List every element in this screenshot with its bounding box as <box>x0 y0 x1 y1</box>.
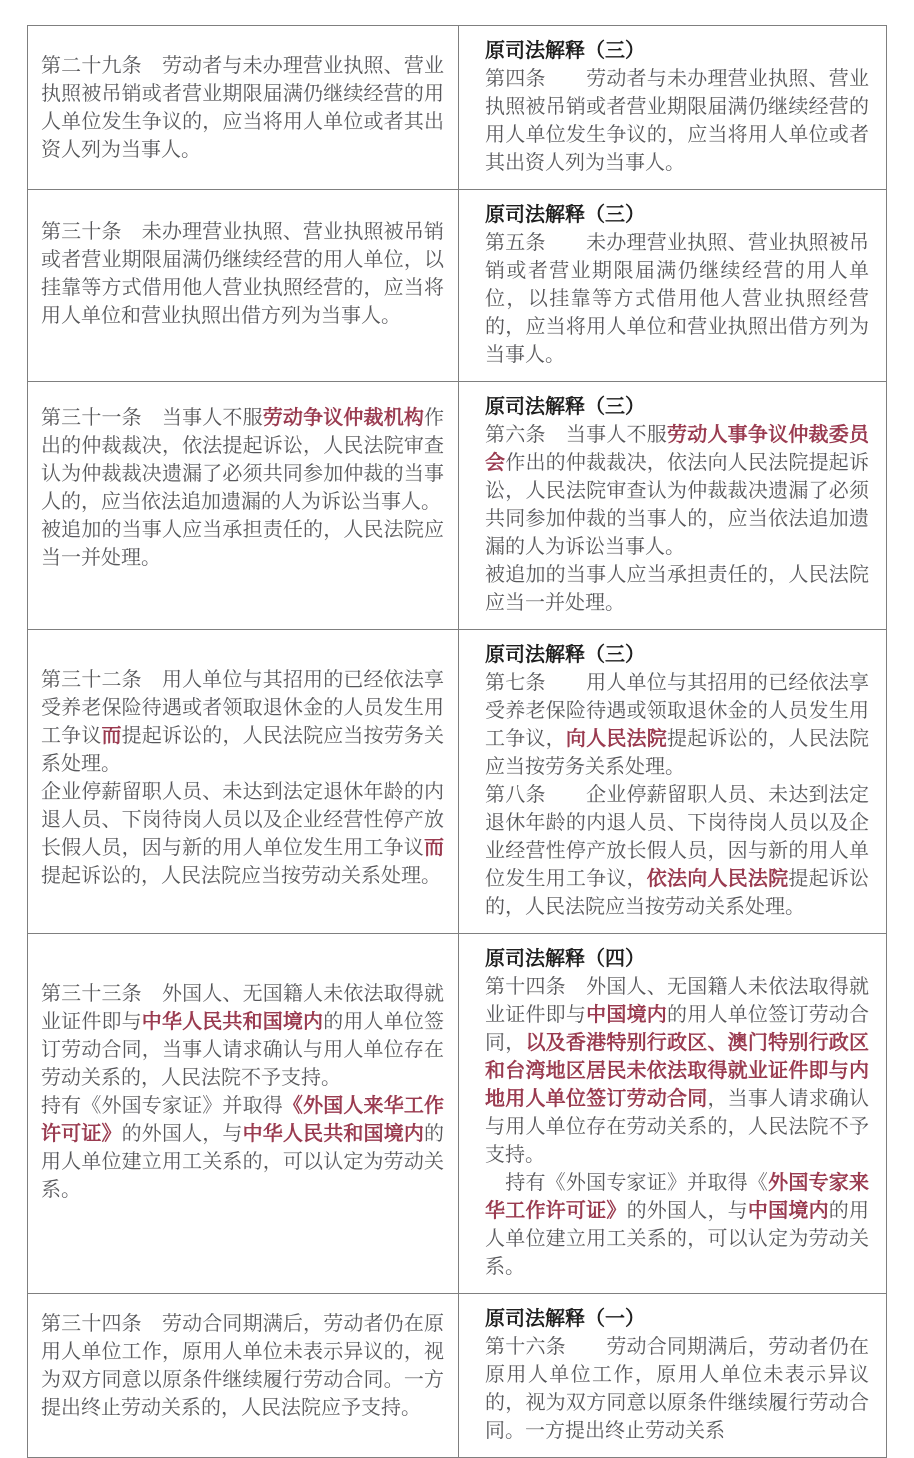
paragraph <box>485 65 869 177</box>
highlight-run: 而 <box>101 725 122 747</box>
text-run: 的外国人，与 <box>626 1200 748 1222</box>
article-cell <box>28 382 459 629</box>
paragraph <box>41 666 444 778</box>
text-run: 提起诉讼的，人民法院应当按劳务关系处理。 <box>41 725 445 775</box>
highlight-run: 中国境内 <box>586 1004 668 1026</box>
table-row <box>28 629 886 933</box>
paragraph <box>485 421 869 561</box>
highlight-run: 而 <box>424 837 444 859</box>
paragraph <box>485 781 869 921</box>
text-run: 第三十四条 劳动合同期满后，劳动者仍在原用人单位工作，原用人单位未表示异议的，视为双方同意以原条件继续履行劳动合同。一方提出终止劳动关系的，人民法院应予支持。 <box>41 1313 444 1419</box>
text-run: 第三十一条 当事人不服 <box>41 407 263 429</box>
text-run: 的用人单位签订劳动合同，当事人请求确认与用人单位存在劳动关系的，人民法院不予支持。 <box>41 1011 445 1089</box>
highlight-run: 《外国人来华工作许可证》 <box>41 1095 445 1145</box>
article-cell <box>28 1294 459 1457</box>
interpretation-cell <box>459 190 886 381</box>
paragraph <box>41 1092 444 1204</box>
text-run: 提起诉讼的，人民法院应当按劳动关系处理。 <box>485 868 870 918</box>
paragraph <box>41 516 444 572</box>
highlight-run: 依法向人民法院 <box>646 868 789 890</box>
article-cell <box>28 934 459 1293</box>
text-run: 的用人单位建立用工关系的，可以认定为劳动关系。 <box>485 1200 870 1278</box>
paragraph <box>485 229 869 369</box>
interpretation-title: 原司法解释（三） <box>485 396 645 418</box>
highlight-run: 以及香港特别行政区、澳门特别行政区和台湾地区居民未依法取得就业证件即与内地用人单位签订劳动合同 <box>485 1032 870 1110</box>
text-run: 第十四条 外国人、无国籍人未依法取得就业证件即与 <box>485 976 869 1026</box>
article-cell <box>28 630 459 933</box>
paragraph <box>485 669 869 781</box>
text-run: 第四条 劳动者与未办理营业执照、营业执照被吊销或者营业期限届满仍继续经营的用人单位发生争议的，应当将用人单位或者其出资人列为当事人。 <box>485 68 869 174</box>
text-run: 被追加的当事人应当承担责任的，人民法院应当一并处理。 <box>41 519 444 569</box>
text-run: 第六条 当事人不服 <box>485 424 667 446</box>
highlight-run: 外国专家来华工作许可证》 <box>485 1172 870 1222</box>
text-run: 第八条 企业停薪留职人员、未达到法定退休年龄的内退人员、下岗待岗人员以及企业经营性停产放长假人员，因与新的用人单位发生用工争议， <box>485 784 869 890</box>
text-run: 第二十九条 劳动者与未办理营业执照、营业执照被吊销或者营业期限届满仍继续经营的用人单位发生争议的，应当将用人单位或者其出资人列为当事人。 <box>41 55 444 161</box>
text-run: 作出的仲裁裁决，依法提起诉讼，人民法院审查认为仲裁裁决遗漏了必须共同参加仲裁的当事人的，应当依法追加遗漏的人为诉讼当事人。 <box>41 407 445 513</box>
paragraph <box>485 1333 869 1445</box>
highlight-run: 劳动人事争议仲裁委员会 <box>485 424 869 474</box>
comparison-table <box>27 25 887 1458</box>
interpretation-cell <box>459 934 886 1293</box>
text-run: 被追加的当事人应当承担责任的，人民法院应当一并处理。 <box>485 564 869 614</box>
text-run: 的外国人，与 <box>121 1123 243 1145</box>
paragraph <box>41 1310 444 1422</box>
text-run: 作出的仲裁裁决，依法向人民法院提起诉讼，人民法院审查认为仲裁裁决遗漏了必须共同参加仲裁的当事人的，应当依法追加遗漏的人为诉讼当事人。 <box>485 452 870 558</box>
text-run: 第三十三条 外国人、无国籍人未依法取得就业证件即与 <box>41 983 444 1033</box>
table-row <box>28 189 886 381</box>
highlight-run: 中国境内 <box>747 1200 829 1222</box>
highlight-run: 中华人民共和国境内 <box>242 1123 425 1145</box>
text-run: 第十六条 劳动合同期满后，劳动者仍在原用人单位工作，原用人单位未表示异议的，视为双方同意以原条件继续履行劳动合同。一方提出终止劳动关系 <box>485 1336 869 1442</box>
highlight-run: 向人民法院 <box>565 728 668 750</box>
interpretation-title: 原司法解释（三） <box>485 644 645 666</box>
interpretation-title: 原司法解释（三） <box>485 204 645 226</box>
paragraph <box>485 561 869 617</box>
text-run: 第三十二条 用人单位与其招用的已经依法享受养老保险待遇或者领取退休金的人员发生用工争议 <box>41 669 444 747</box>
interpretation-title: 原司法解释（四） <box>485 948 645 970</box>
paragraph <box>41 218 444 330</box>
paragraph <box>41 404 444 516</box>
table-row <box>28 1293 886 1457</box>
interpretation-title: 原司法解释（三） <box>485 40 645 62</box>
table-row <box>28 381 886 629</box>
table-row <box>28 26 886 189</box>
interpretation-cell <box>459 26 886 189</box>
text-run: ，当事人请求确认与用人单位存在劳动关系的，人民法院不予支持。 <box>485 1088 870 1166</box>
text-run: 提起诉讼的，人民法院应当按劳务关系处理。 <box>485 728 870 778</box>
interpretation-cell <box>459 1294 886 1457</box>
article-cell <box>28 190 459 381</box>
paragraph <box>41 778 444 890</box>
text-run: 持有《外国专家证》并取得《 <box>485 1172 769 1194</box>
text-run: 持有《外国专家证》并取得 <box>41 1095 283 1117</box>
text-run: 第三十条 未办理营业执照、营业执照被吊销或者营业期限届满仍继续经营的用人单位，以挂靠等方式借用他人营业执照经营的，应当将用人单位和营业执照出借方列为当事人。 <box>41 221 444 327</box>
paragraph <box>41 980 444 1092</box>
interpretation-cell <box>459 382 886 629</box>
table-row <box>28 933 886 1293</box>
text-run: 的用人单位签订劳动合同， <box>485 1004 870 1054</box>
interpretation-title: 原司法解释（一） <box>485 1308 645 1330</box>
paragraph <box>485 1169 869 1281</box>
highlight-run: 中华人民共和国境内 <box>141 1011 324 1033</box>
text-run: 提起诉讼的，人民法院应当按劳动关系处理。 <box>41 865 441 887</box>
text-run: 的用人单位建立用工关系的，可以认定为劳动关系。 <box>41 1123 445 1201</box>
text-run: 第五条 未办理营业执照、营业执照被吊销或者营业期限届满仍继续经营的用人单位，以挂靠等方式借用他人营业执照经营的，应当将用人单位和营业执照出借方列为当事人。 <box>485 232 869 366</box>
highlight-run: 劳动争议仲裁机构 <box>262 407 425 429</box>
interpretation-cell <box>459 630 886 933</box>
article-cell <box>28 26 459 189</box>
paragraph <box>485 973 869 1169</box>
text-run: 第七条 用人单位与其招用的已经依法享受养老保险待遇或领取退休金的人员发生用工争议， <box>485 672 869 750</box>
text-run: 企业停薪留职人员、未达到法定退休年龄的内退人员、下岗待岗人员以及企业经营性停产放长假人员，因与新的用人单位发生用工争议 <box>41 781 444 859</box>
paragraph <box>41 52 444 164</box>
